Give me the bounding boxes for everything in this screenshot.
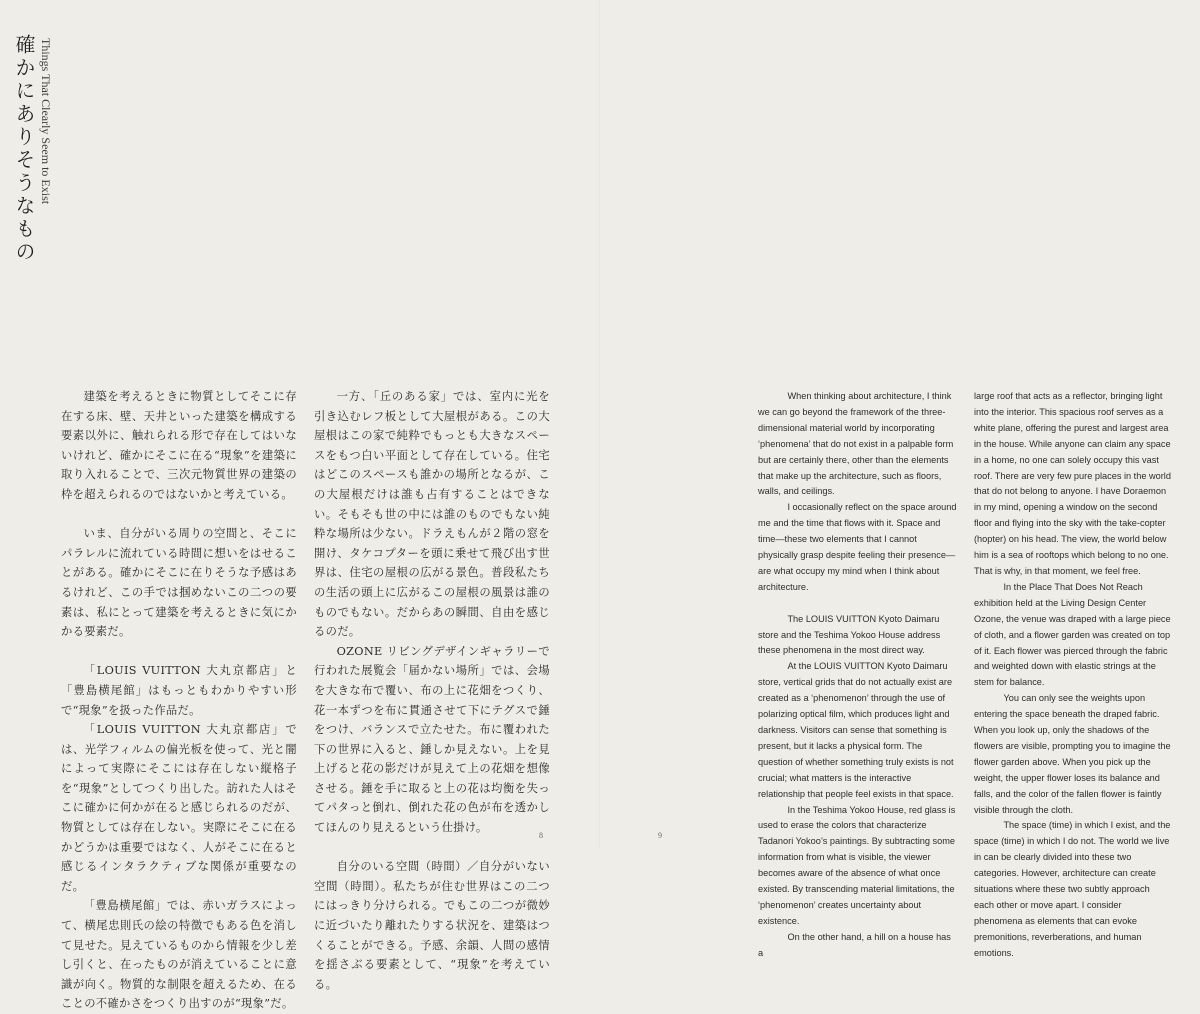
paragraph: The space (time) in which I exist, and the space (time) in which I do not. The world we live in can be clearly divided into these two categories. However, architecture can create situations where these two subtly approach each other or move apart. I consider phenomena as elements that can evoke premonitions, reverberations, and human emotions. bbox=[974, 820, 1171, 958]
paragraph: In the Teshima Yokoo House, red glass is used to erase the colors that characterize Tadanori Yokoo’s paintings. By subtracting some information from what is visible, the viewer becomes aware of the absence of what once existed. By transcending material limitations, the ‘phenomenon’ creates uncertainty about existence. bbox=[758, 804, 956, 926]
paragraph: The LOUIS VUITTON Kyoto Daimaru store and the Teshima Yokoo House address these phenomena in the most direct way. bbox=[758, 613, 941, 656]
paragraph: When thinking about architecture, I think we can go beyond the framework of the three-dimensional material world by incorporating ‘phenomena’ that do not exist in a palpable form but are certainly there, other than the elements that make up the architecture, such as floors, walls, and ceilings. bbox=[758, 391, 954, 497]
paragraph: At the LOUIS VUITTON Kyoto Daimaru store, vertical grids that do not actually exist are created as a ‘phenomenon’ through the use of polarizing optical film, which produces light and darkness. Visitors can sense that something is present, but it lacks a physical form. The question of whether something truly exists is not crucial; what matters is the interactive relationship that people feel exists in that space. bbox=[758, 661, 954, 799]
japanese-column-2 bbox=[314, 387, 550, 994]
paragraph: In the Place That Does Not Reach exhibition held at the Living Design Center Ozone, the venue was draped with a large piece of cloth, and a flower garden was created on top of it. Each flower was pierced through the fabric and weighted down with elastic strings at the stem for balance. bbox=[974, 581, 1171, 688]
paragraph: You can only see the weights upon entering the space beneath the draped fabric. When you look up, only the shadows of the flowers are visible, prompting you to imagine the flower garden above. When you pick up the weight, the upper flower loses its balance and falls, and the color of the fallen flower is faintly visible through the cloth. bbox=[974, 693, 1171, 815]
english-column-1 bbox=[758, 389, 958, 962]
page-number-left: 8 bbox=[539, 831, 543, 840]
page-gutter bbox=[599, 0, 601, 847]
paragraph: 「豊島横尾館」では、赤いガラスによって、横尾忠則氏の絵の特徴でもある色を消して見せた。見えているものから情報を少し差し引くと、在ったものが消えていることに意識が向く。物質的な制限を超えるため、在ることの不確かさをつくり出すのが“現象”だ。 bbox=[61, 899, 297, 1011]
paragraph: いま、自分がいる周りの空間と、そこにパラレルに流れている時間に想いをはせることがある。確かにそこに在りそうな予感はあるけれど、この手では掴めないこの二つの要素は、私にとって建築を考えるときに気にかかる要素だ。 bbox=[61, 527, 297, 639]
paragraph: On the other hand, a hill on a house has a bbox=[758, 931, 951, 958]
paragraph: OZONE リビングデザインギャラリーで行われた展覧会「届かない場所」では、会場を大きな布で覆い、布の上に花畑をつくり、花一本ずつを布に貫通させて下にテグスで錘をつけ、バランスで立たせた。布に覆われた下の世界に入ると、錘しか見えない。上を見上げると花の影だけが見えて上の花畑を想像させる。錘を手に取ると上の花は均衡を失ってパタっと倒れ、倒れた花の色が布を透かしてほんのり見えるという仕掛け。 bbox=[314, 644, 550, 835]
english-column-2 bbox=[974, 389, 1172, 962]
paragraph: 建築を考えるときに物質としてそこに存在する床、壁、天井といった建築を構成する要素以外に、触れられる形で存在してはいないけれど、確かにそこに在る“現象”を建築に取り入れることで、三次元物質世界の建築の枠を超えられるのではないかと考えている。 bbox=[61, 390, 297, 501]
title-japanese: 確かにありそうなもの bbox=[12, 34, 36, 264]
page-number-right: 9 bbox=[658, 831, 662, 840]
paragraph: 「LOUIS VUITTON 大丸京都店」と「豊島横尾館」はもっともわかりやすい形で“現象”を扱った作品だ。 bbox=[61, 664, 297, 717]
title-english: Things That Clearly Seem to Exist bbox=[39, 38, 53, 205]
paragraph: 一方、「丘のある家」では、室内に光を引き込むレフ板として大屋根がある。この大屋根はこの家で純粋でもっとも大きなスペースをもつ白い平面として存在している。住宅はどこのスペースも誰かの場所となるが、この大屋根だけは誰も占有することはできない。そもそも世の中には誰のものでもない純粋な場所は少ない。ドラえもんが２階の窓を開け、タケコプターを頭に乗せて飛び出す世界は、住宅の屋根の広がる景色。普段私たちの生活の頭上に広がるこの屋根の風景は誰のものでもない。だからあの瞬間、自由を感じるのだ。 bbox=[314, 390, 550, 639]
paragraph: 「LOUIS VUITTON 大丸京都店」では、光学フィルムの偏光板を使って、光と闇によって実際にそこには存在しない縦格子を“現象”としてつくり出した。訪れた人はそこに確かに何かが在ると感じられるのだが、物質としては存在しない。実際にそこに在るかどうかは重要ではなく、人がそこに在ると感じるインタラクティブな関係が重要なのだ。 bbox=[61, 723, 297, 893]
japanese-column-1 bbox=[61, 387, 297, 1014]
paragraph: I occasionally reflect on the space around me and the time that flows with it. Space and time—these two elements that I cannot physically grasp despite feeling their presence—are what occupy my mind when I think about architecture. bbox=[758, 502, 957, 592]
paragraph: large roof that acts as a reflector, bringing light into the interior. This spacious roof serves as a white plane, offering the purest and largest area in the house. While anyone can claim any space in a home, no one can solely occupy this vast roof. There are very few pure places in the world that do not belong to anyone. I have Doraemon in my mind, opening a window on the second floor and flying into the sky with the take-copter (hopter) on his head. The view, the world below him is a sea of rooftops which belong to no one. That is why, in that moment, we feel free. bbox=[974, 391, 1171, 576]
paragraph: 自分のいる空間（時間）／自分がいない空間（時間）。私たちが住む世界はこの二つにはっきり分けられる。でもこの二つが微妙に近づいたり離れたりする状況を、建築はつくることができる。予感、余韻、人間の感情を揺さぶる要素として、“現象”を考えている。 bbox=[314, 860, 550, 991]
